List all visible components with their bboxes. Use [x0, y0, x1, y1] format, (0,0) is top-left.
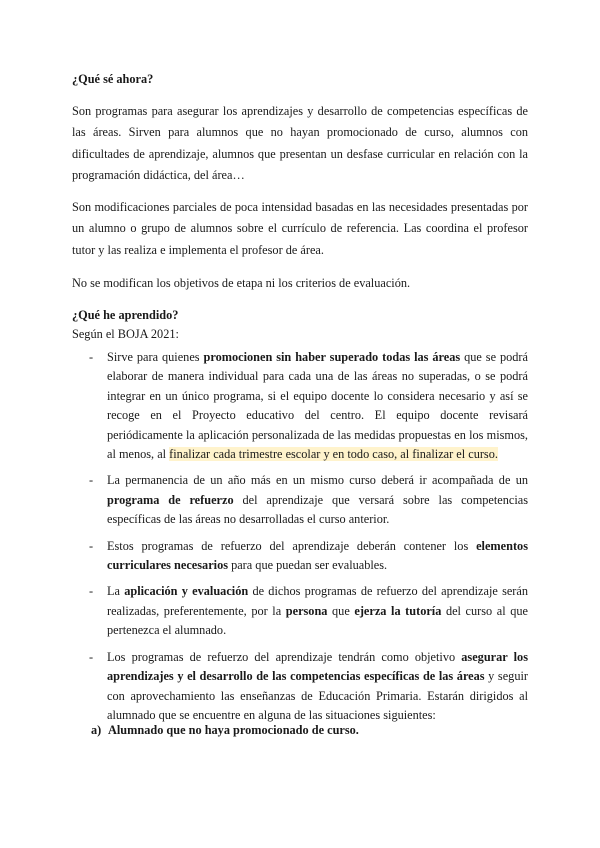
- bullet-text: y seguir con aprovechamiento las enseñanzas de Educación Primaria. Estarán dirigidos al alumnado que se encuentre en alguna de las situaciones siguientes:: [107, 669, 528, 722]
- bullet-bold: elementos curriculares necesarios: [107, 538, 528, 573]
- list-item: [72, 471, 528, 529]
- highlighted-text: finalizar cada trimestre escolar y en todo caso, al finalizar el curso.: [169, 447, 498, 462]
- bullet-text: Los programas de refuerzo del aprendizaje tendrán como objetivo: [107, 649, 462, 664]
- bullet-text: La permanencia de un año más en un mismo curso deberá ir acompañada de un: [107, 473, 528, 488]
- paragraph-objectives: No se modifican los objetivos de etapa ni los criterios de evaluación.: [72, 276, 411, 290]
- bullet-text: que se podrá elaborar de manera individual para cada una de las áreas no superadas, o se podrá integrar en un único programa, si el equipo docente lo considera necesario y así se recoge en el Proyecto educativo del centro. El equipo docente revisará periódicamente la aplicación personalizada de las medidas propuestas en los mismos, al menos, al: [107, 350, 528, 462]
- dash-marker: -: [89, 538, 94, 553]
- bullet-text: Estos programas de refuerzo del aprendizaje deberán contener los: [107, 538, 477, 553]
- bullet-text: Sirve para quienes: [107, 350, 204, 364]
- bullet-bold: ejerza la tutoría: [354, 603, 442, 618]
- bullet-text: del aprendizaje que versará sobre las competencias específicas de las áreas no desarrolladas el curso anterior.: [107, 492, 529, 527]
- alpha-marker: a): [91, 723, 102, 737]
- dash-marker: -: [89, 350, 94, 364]
- dash-marker: -: [89, 473, 94, 488]
- bullet-bold: persona: [285, 603, 328, 618]
- paragraph-definition: Son programas para asegurar los aprendizajes y desarrollo de competencias específicas de las áreas. Sirven para alumnos que no hayan promocionado de curso, alumnos con dificultades de aprendizaje, alumnos que presentan un desfase curricular en relación con la programación didáctica, del área…: [72, 104, 528, 182]
- alpha-list-item: [91, 723, 359, 738]
- bullet-bold: programa de refuerzo: [107, 492, 234, 507]
- bullet-text: de dichos programas de refuerzo del aprendizaje serán realizadas, preferentemente, por la: [107, 584, 529, 618]
- bullet-text: para que puedan ser evaluables.: [228, 558, 388, 573]
- bullet-text: del curso al que pertenezca el alumnado.: [107, 603, 528, 638]
- bullet-bold: asegurar los aprendizajes y el desarrollo de las competencias específicas de las áreas: [107, 649, 528, 684]
- bullet-text: La: [107, 584, 125, 599]
- bullet-text: que: [327, 603, 355, 618]
- list-item: [72, 537, 528, 576]
- paragraph-modifications: Son modificaciones parciales de poca intensidad basadas en las necesidades presentadas por un alumno o grupo de alumnos sobre el currículo de referencia. Las coordina el profesor tutor y las realiza e implementa el profesor de área.: [72, 200, 528, 257]
- list-item: [72, 648, 528, 726]
- section-heading-que-he-aprendido: ¿Qué he aprendido?: [72, 308, 179, 322]
- dash-marker: -: [89, 649, 94, 664]
- intro-boja: Según el BOJA 2021:: [72, 327, 179, 341]
- list-item: [72, 348, 528, 464]
- bullet-bold: promocionen sin haber superado todas las áreas: [203, 350, 461, 364]
- dash-marker: -: [89, 584, 94, 599]
- section-heading-que-se-ahora: ¿Qué sé ahora?: [72, 72, 154, 86]
- alpha-item-text: Alumnado que no haya promocionado de curso.: [108, 723, 359, 737]
- bullet-list: [72, 348, 528, 732]
- bullet-bold: aplicación y evaluación: [124, 584, 249, 599]
- list-item: [72, 582, 528, 640]
